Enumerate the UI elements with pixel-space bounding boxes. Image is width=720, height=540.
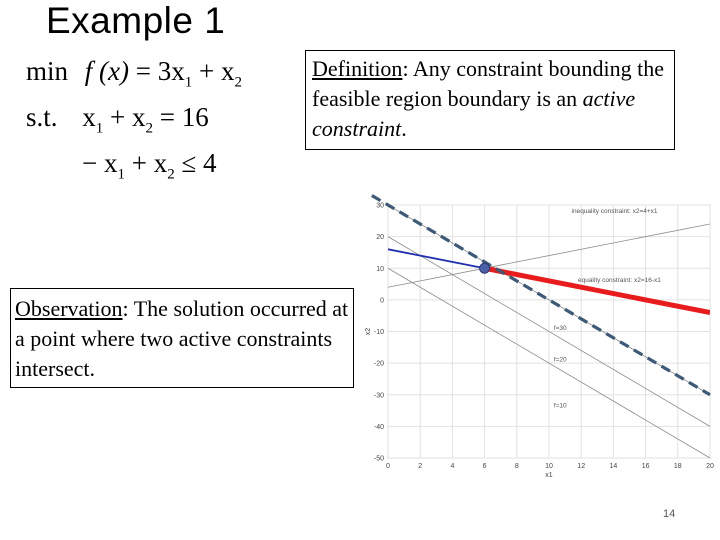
objective-line — [26, 56, 242, 91]
x-tick-label: 6 — [482, 463, 487, 470]
optimization-problem — [26, 56, 296, 186]
f10-label: f=10 — [553, 402, 567, 410]
x-tick-label: 20 — [706, 463, 714, 470]
y-tick-label: -10 — [373, 329, 384, 336]
x-tick-label: 12 — [577, 463, 586, 470]
y-tick-label: -50 — [373, 455, 384, 463]
c1-plus: + x — [110, 102, 146, 132]
subscript: 2 — [145, 120, 153, 137]
subscript: 1 — [95, 120, 104, 137]
x-tick-label: 4 — [450, 463, 455, 470]
page-number: 14 — [663, 508, 676, 520]
constraint-plot — [360, 190, 720, 479]
min-keyword: min — [26, 56, 69, 86]
y-tick-label: 10 — [376, 265, 384, 273]
x-tick-label: 14 — [609, 463, 618, 470]
observation-box — [10, 288, 354, 388]
subscript: 2 — [167, 166, 175, 183]
c2-rhs: ≤ 4 — [181, 148, 217, 178]
x-tick-label: 0 — [386, 463, 390, 470]
definition-box — [305, 50, 675, 150]
slide-title: Example 1 — [46, 0, 226, 41]
solution-point — [480, 263, 490, 273]
st-keyword: s.t. — [26, 102, 58, 132]
y-tick-label: -40 — [373, 423, 384, 431]
y-tick-label: -30 — [373, 392, 384, 400]
x-tick-label: 8 — [514, 463, 519, 470]
c1-rhs: = 16 — [159, 102, 209, 132]
definition-term: Definition — [312, 56, 403, 81]
definition-emphasis: active constraint — [312, 86, 636, 141]
equality-label: equality constraint: x2=16-x1 — [577, 277, 661, 285]
constraint-1-line — [26, 102, 209, 137]
objective-plus: + x — [198, 56, 235, 86]
subscript: 1 — [117, 166, 125, 183]
x-tick-label: 2 — [418, 463, 423, 470]
c2-plus: + x — [131, 148, 168, 178]
y-tick-label: 30 — [376, 202, 384, 210]
definition-end: . — [401, 116, 407, 141]
objective-expression: = 3x — [135, 56, 185, 86]
observation-term: Observation — [15, 296, 123, 321]
subscript: 2 — [234, 74, 242, 91]
x-tick-label: 10 — [545, 463, 553, 470]
observation-text: : The solution occurred at a point where two active constraints intersect. — [15, 296, 349, 381]
x-tick-label: 16 — [641, 463, 650, 470]
objective-function: f (x) — [84, 56, 129, 86]
y-tick-label: 20 — [376, 234, 384, 242]
c2-x: − x — [82, 148, 118, 178]
y-tick-label: 0 — [380, 297, 384, 305]
y-axis-label: x2 — [365, 327, 372, 336]
f30-label: f=30 — [553, 324, 567, 332]
c1-x: x — [82, 102, 96, 132]
y-tick-label: -20 — [373, 360, 384, 368]
subscript: 1 — [184, 74, 193, 91]
x-tick-label: 18 — [673, 463, 682, 470]
f20-label: f=20 — [553, 356, 567, 364]
constraint-2-line — [82, 148, 217, 183]
inequality-label: inequality constraint: x2=4+x1 — [571, 207, 658, 215]
definition-text: : Any constraint bounding the feasible region boundary is an — [312, 56, 664, 111]
x-axis-label: x1 — [545, 472, 553, 479]
